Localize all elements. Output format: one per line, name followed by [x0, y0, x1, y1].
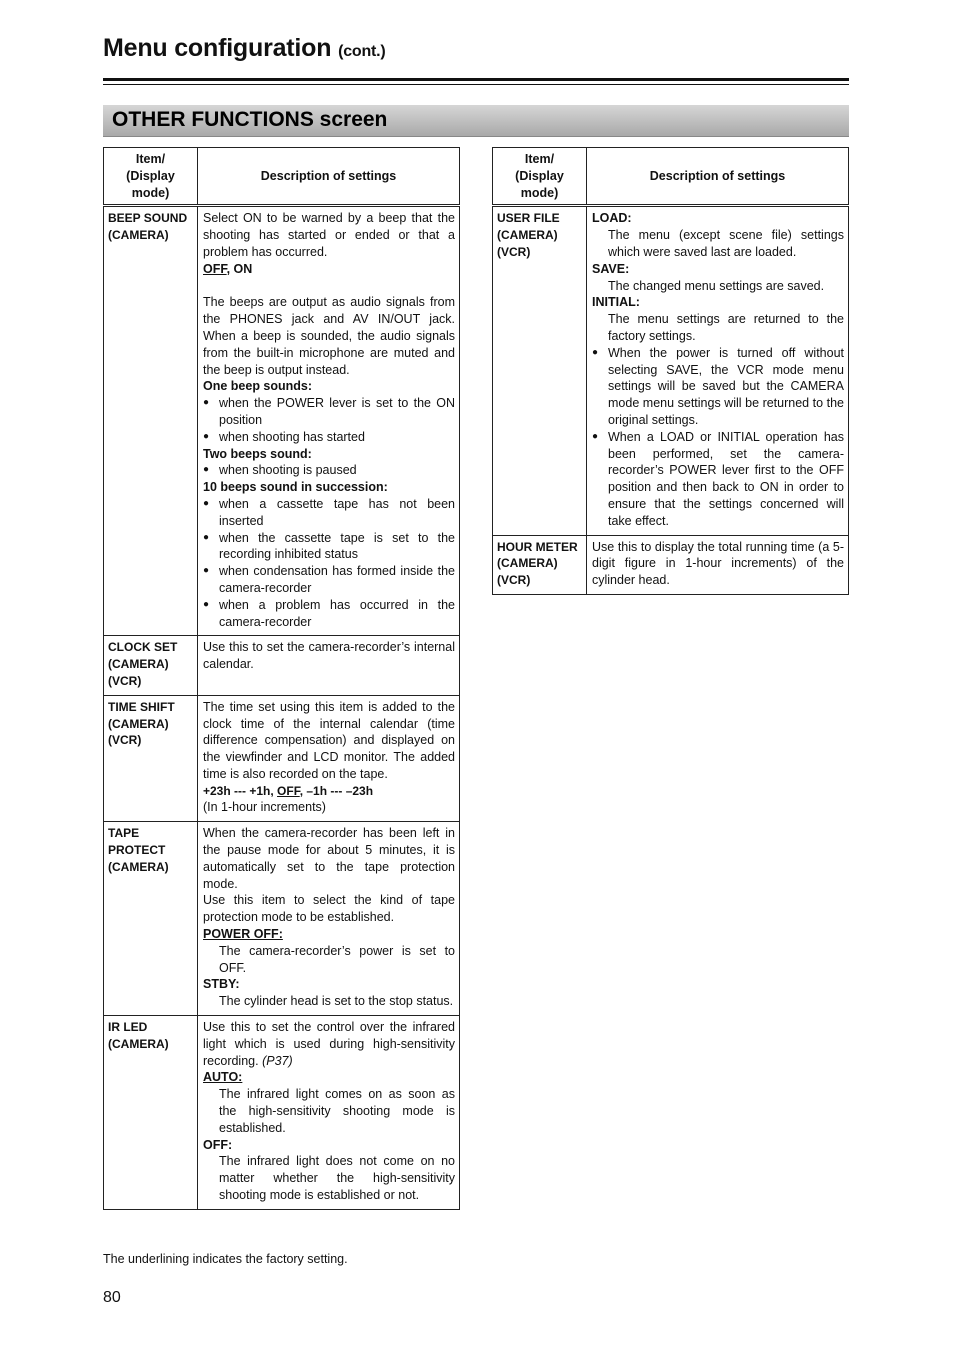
list-item: ● When the power is turned off without selecting SAVE, the VCR mode menu settings will be saved but the CAMERA mode menu settings will be returned to the original settings.: [592, 345, 844, 427]
page-title: Menu configuration (cont.): [103, 34, 386, 62]
item-cell: TAPE PROTECT (CAMERA): [104, 822, 198, 1016]
bullet-icon: ●: [592, 346, 599, 358]
item-cell: CLOCK SET (CAMERA) (VCR): [104, 636, 198, 695]
bullet-icon: ●: [203, 497, 210, 509]
table-row-hour-meter: [493, 535, 849, 594]
bullet-icon: ●: [203, 598, 210, 610]
list-item: ● when the cassette tape is set to the recording inhibited status: [203, 530, 455, 562]
table-row-beep-sound: [104, 206, 460, 636]
list-item: ● when shooting has started: [203, 429, 365, 444]
table-row-user-file: [493, 206, 849, 535]
list-item: ● when a problem has occurred in the camera-recorder: [203, 597, 455, 629]
page-title-cont: (cont.): [338, 43, 386, 60]
item-cell: USER FILE (CAMERA) (VCR): [493, 206, 587, 535]
bullet-icon: ●: [203, 565, 210, 577]
item-cell: TIME SHIFT (CAMERA) (VCR): [104, 695, 198, 822]
description-cell: Select ON to be warned by a beep that the shooting has started or ended or that a problem has occurred. OFF, ON The beeps are output as audio signals from the PHONES jack and AV IN/OUT jack. When a beep is sounded, the audio signals from the built-in microphone are muted and the beep is output instead. One beep sounds: ● when the POWER lever is set to the ON position ● when shooting has started Two beeps sound: ● when shooting is paused 10 beeps sound in succession: ● when a cassette tape has not been inserted ● when the cassette tape is set to the recording inhibited status ● when condensation has formed inside the camera-recorder ● when a problem has occurred in the camera-recorder: [198, 206, 460, 636]
list-item: ● when the POWER lever is set to the ON position: [203, 396, 455, 427]
description-cell: Use this to display the total running time (a 5-digit figure in 1-hour increments) of the cylinder head.: [587, 535, 849, 594]
list-item: ● when a cassette tape has not been inserted: [203, 496, 455, 528]
item-cell: HOUR METER (CAMERA) (VCR): [493, 535, 587, 594]
list-item: ● when condensation has formed inside the camera-recorder: [203, 564, 455, 595]
list-item: ● When a LOAD or INITIAL operation has been performed, set the camera-recorder’s POWER lever first to the OFF position and then back to ON in order to ensure that the settings concerned will take effect.: [592, 429, 844, 528]
page-number: 80: [103, 1289, 121, 1306]
bullet-icon: ●: [203, 397, 210, 409]
list-item: ● when shooting is paused: [203, 463, 357, 478]
header-item: Item/ (Display mode): [493, 148, 587, 206]
table-row-tape-protect: [104, 822, 460, 1016]
description-cell: Use this to set the control over the infrared light which is used during high-sensitivity recording. (P37) AUTO: The infrared light comes on as soon as the high-sensitivity shooting mode is established. OFF: The infrared light does not come on no matter whether the high-sensitivity shooting mode is established or not.: [198, 1016, 460, 1210]
header-description: Description of settings: [198, 148, 460, 206]
bullet-icon: ●: [203, 464, 210, 476]
description-cell: The time set using this item is added to the clock time of the internal calendar (time difference compensation) and displayed on the viewfinder and LCD monitor. The added time is also recorded on the tape. +23h --- +1h, OFF, –1h --- –23h (In 1-hour increments): [198, 695, 460, 822]
title-rule-thin: [103, 84, 849, 85]
description-cell: LOAD: The menu (except scene file) settings which were saved last are loaded. SAVE: The changed menu settings are saved. INITIAL: The menu settings are returned to the factory settings. ● When the power is turned off without selecting SAVE, the VCR mode menu settings will be saved but the CAMERA mode menu settings will be returned to the original settings. ● When a LOAD or INITIAL operation has been performed, set the camera-recorder’s POWER lever first to the OFF position and then back to ON in order to ensure that the settings concerned will take effect.: [587, 206, 849, 535]
section-title: OTHER FUNCTIONS screen: [112, 108, 388, 131]
settings-table-left: [103, 147, 460, 1210]
title-rule: [103, 78, 849, 81]
item-cell: IR LED (CAMERA): [104, 1016, 198, 1210]
bullet-icon: ●: [203, 430, 210, 442]
table-row-time-shift: [104, 695, 460, 822]
bullet-icon: ●: [592, 430, 599, 442]
section-heading: [103, 105, 849, 137]
description-cell: Use this to set the camera-recorder’s internal calendar.: [198, 636, 460, 695]
footnote: The underlining indicates the factory setting.: [103, 1252, 348, 1266]
description-cell: When the camera-recorder has been left in the pause mode for about 5 minutes, it is automatically set to the tape protection mode. Use this item to select the kind of tape protection mode to be established. POWER OFF: The camera-recorder’s power is set to OFF. STBY: The cylinder head is set to the stop status.: [198, 822, 460, 1016]
settings-table-right: [492, 147, 849, 595]
item-cell: BEEP SOUND (CAMERA): [104, 206, 198, 636]
header-item: Item/ (Display mode): [104, 148, 198, 206]
table-row-clock-set: [104, 636, 460, 695]
table-row-ir-led: [104, 1016, 460, 1210]
header-description: Description of settings: [587, 148, 849, 206]
bullet-icon: ●: [203, 531, 210, 543]
